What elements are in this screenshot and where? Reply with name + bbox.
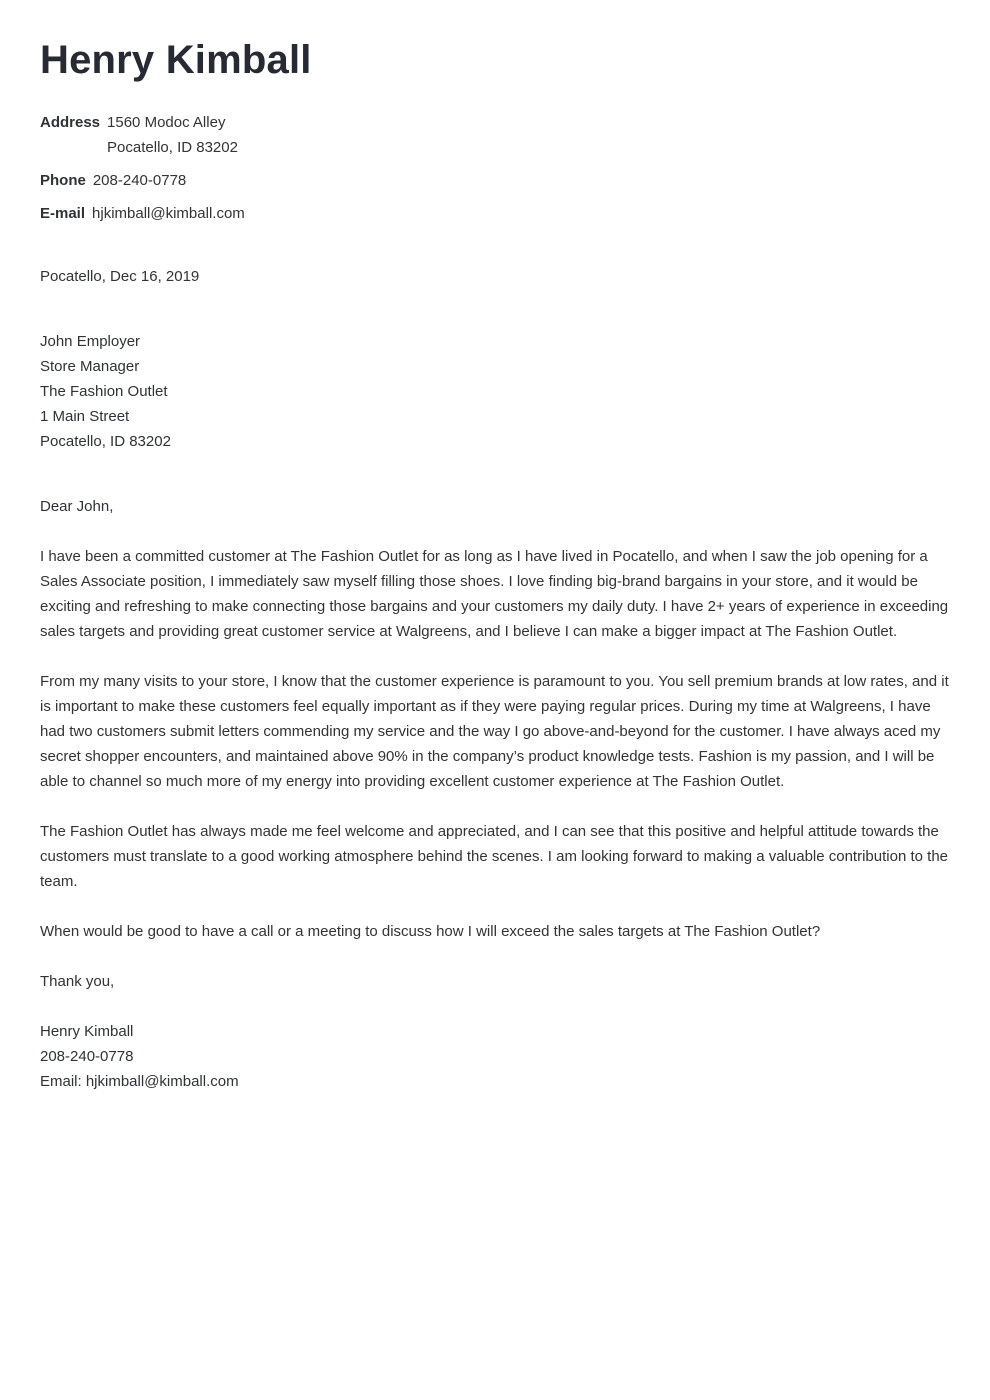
address-line-1: 1560 Modoc Alley (107, 114, 226, 131)
body-paragraph: The Fashion Outlet has always made me feel welcome and appreciated, and I can see that this positive and helpful attitude towards the customers must translate to a good working atmosphere behind the scenes. I am looking forward to making a valuable contribution to the team. (40, 823, 948, 890)
contact-details (40, 110, 950, 226)
signature-email: Email: hjkimball@kimball.com (40, 1073, 239, 1090)
applicant-name: Henry Kimball (40, 38, 312, 82)
phone-label: Phone (40, 172, 86, 189)
address-row (40, 110, 950, 160)
recipient-city: Pocatello, ID 83202 (40, 433, 171, 450)
recipient-company: The Fashion Outlet (40, 383, 168, 400)
body-paragraph: I have been a committed customer at The Fashion Outlet for as long as I have lived in Pocatello, and when I saw the job opening for a Sales Associate position, I immediately saw myself filling those shoes. I love finding big-brand bargains in your store, and it would be exciting and refreshing to make connecting those bargains and your customers my daily duty. I have 2+ years of experience in exceeding sales targets and providing great customer service at Walgreens, and I believe I can make a bigger impact at The Fashion Outlet. (40, 548, 949, 640)
closing: Thank you, (40, 973, 115, 990)
recipient-title: Store Manager (40, 358, 140, 375)
email-label: E-mail (40, 205, 86, 222)
recipient-street: 1 Main Street (40, 408, 130, 425)
letter-date: Pocatello, Dec 16, 2019 (40, 268, 200, 285)
recipient-block (40, 329, 950, 454)
body-paragraph: When would be good to have a call or a meeting to discuss how I will exceed the sales targets at The Fashion Outlet? (40, 923, 821, 940)
address-line-2: Pocatello, ID 83202 (107, 139, 238, 156)
email-row (40, 201, 950, 226)
email-value: hjkimball@kimball.com (92, 205, 245, 222)
signature-name: Henry Kimball (40, 1023, 134, 1040)
body-paragraph: From my many visits to your store, I know that the customer experience is paramount to you. You sell premium brands at low rates, and it is important to make these customers feel equally important as if they were paying regular prices. During my time at Walgreens, I have had two customers submit letters commending my service and the way I go above-and-beyond for the customer. I have always aced my secret shopper encounters, and maintained above 90% in the company’s product knowledge tests. Fashion is my passion, and I will be able to channel so much more of my energy into providing excellent customer experience at The Fashion Outlet. (40, 673, 949, 790)
address-value (107, 110, 238, 160)
signature-block (40, 1019, 950, 1094)
phone-value: 208-240-0778 (92, 172, 187, 189)
phone-row (40, 168, 950, 193)
signature-phone: 208-240-0778 (40, 1048, 134, 1065)
recipient-name: John Employer (40, 333, 141, 350)
address-label: Address (40, 114, 101, 131)
greeting: Dear John, (40, 498, 114, 515)
